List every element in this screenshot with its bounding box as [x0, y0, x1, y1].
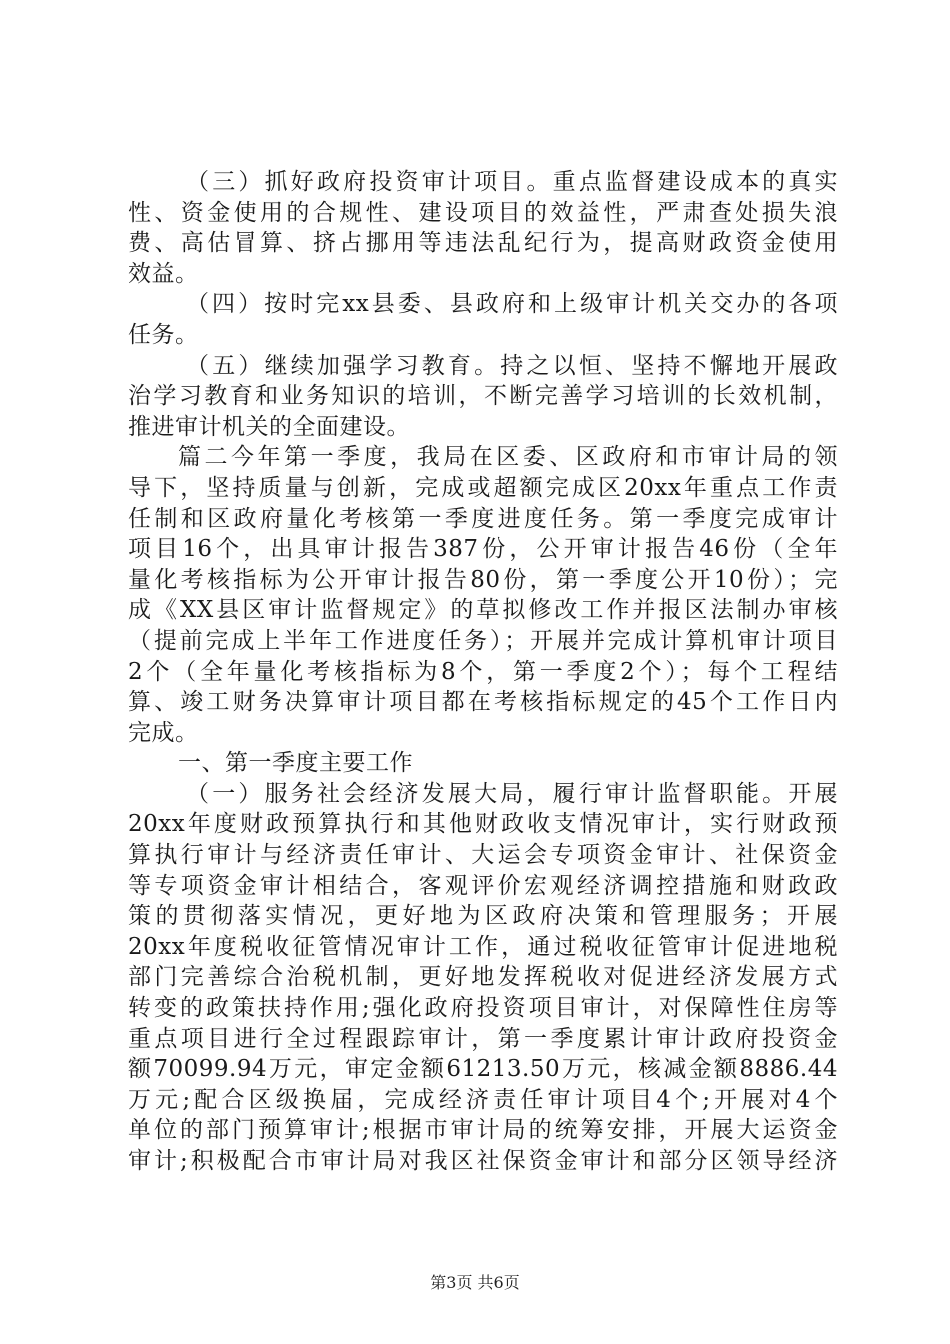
text-line: 20xx年度财政预算执行和其他财政收支情况审计，实行财政预: [128, 811, 838, 838]
text-line: （五）继续加强学习教育。持之以恒、坚持不懈地开展政: [186, 352, 838, 379]
text-line: 推进审计机关的全面建设。: [128, 413, 410, 440]
page-number-footer: 第3页 共6页: [430, 1273, 520, 1292]
text-line: （一）服务社会经济发展大局，履行审计监督职能。开展: [186, 780, 838, 807]
text-line: 20xx年度税收征管情况审计工作，通过税收征管审计促进地税: [128, 933, 838, 960]
text-line: （提前完成上半年工作进度任务）；开展并完成计算机审计项目: [128, 627, 838, 654]
text-line: 任务。: [128, 321, 199, 348]
paragraph-heading-1: [128, 748, 838, 779]
paragraph-section-4: [128, 289, 838, 350]
paragraph-section-5: [128, 351, 838, 443]
text-line: 策的贯彻落实情况，更好地为区政府决策和管理服务；开展: [128, 903, 838, 930]
text-line: 万元;配合区级换届，完成经济责任审计项目4个;开展对4个: [128, 1086, 838, 1113]
text-line: 等专项资金审计相结合，客观评价宏观经济调控措施和财政政: [128, 872, 838, 899]
text-line: 量化考核指标为公开审计报告80份，第一季度公开10份）；完: [128, 566, 838, 593]
text-line: 额70099.94万元，审定金额61213.50万元，核减金额8886.44: [128, 1056, 838, 1083]
text-line: 2个（全年量化考核指标为8个，第一季度2个）；每个工程结: [128, 658, 838, 685]
text-line: 审计;积极配合市审计局对我区社保资金审计和部分区领导经济: [128, 1148, 838, 1174]
text-line: 任制和区政府量化考核第一季度进度任务。第一季度完成审计: [128, 505, 838, 532]
text-line: 成《XX县区审计监督规定》的草拟修改工作并报区法制办审核: [128, 597, 838, 624]
text-line: 篇二今年第一季度，我局在区委、区政府和市审计局的领: [178, 444, 838, 471]
text-line: 效益。: [128, 260, 199, 287]
document-body: [128, 167, 838, 1177]
paragraph-section-1: [128, 779, 838, 1177]
text-line: 完成。: [128, 719, 199, 746]
text-line: （四）按时完xx县委、县政府和上级审计机关交办的各项: [186, 291, 838, 318]
text-line: 费、高估冒算、挤占挪用等违法乱纪行为，提高财政资金使用: [128, 230, 838, 257]
text-line: 治学习教育和业务知识的培训，不断完善学习培训的长效机制，: [128, 383, 838, 410]
text-line: 性、资金使用的合规性、建设项目的效益性，严肃查处损失浪: [128, 199, 838, 226]
text-line: 算执行审计与经济责任审计、大运会专项资金审计、社保资金: [128, 842, 838, 869]
text-line: 项目16个，出具审计报告387份，公开审计报告46份（全年: [128, 536, 838, 563]
text-line: 部门完善综合治税机制，更好地发挥税收对促进经济发展方式: [128, 964, 838, 991]
text-line: （三）抓好政府投资审计项目。重点监督建设成本的真实: [186, 169, 838, 195]
paragraph-part-2: [128, 442, 838, 748]
text-line: 重点项目进行全过程跟踪审计，第一季度累计审计政府投资金: [128, 1025, 838, 1052]
text-line: 单位的部门预算审计;根据市审计局的统筹安排，开展大运资金: [128, 1117, 838, 1144]
text-line: 算、竣工财务决算审计项目都在考核指标规定的45个工作日内: [128, 689, 838, 716]
text-line: 转变的政策扶持作用;强化政府投资项目审计，对保障性住房等: [128, 995, 838, 1022]
text-line: 导下，坚持质量与创新，完成或超额完成区20xx年重点工作责: [128, 474, 838, 501]
paragraph-section-3: [128, 167, 838, 289]
text-line: 一、第一季度主要工作: [178, 750, 413, 777]
